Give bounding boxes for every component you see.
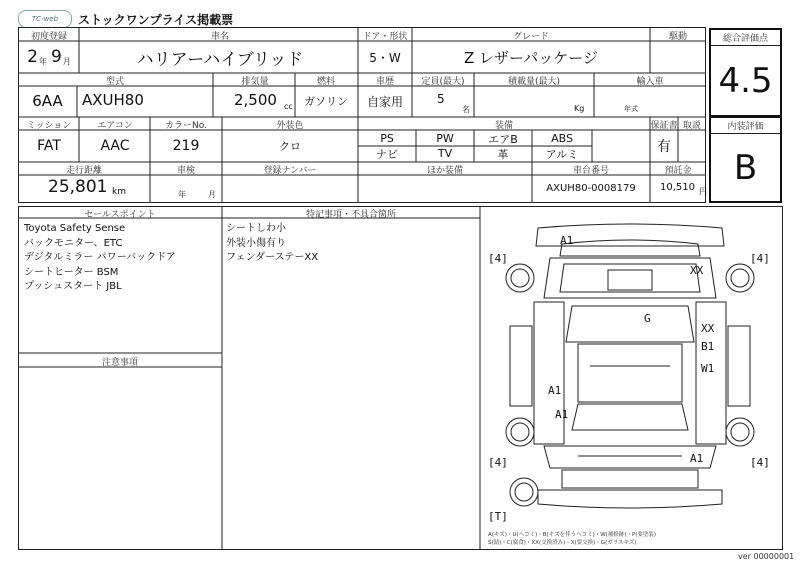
label-drive: 駆動: [668, 32, 687, 42]
damage-xx-front-right: XX: [690, 264, 704, 277]
mileage-value: 25,801: [48, 177, 108, 197]
sales-point: プッシュスタート JBL: [24, 281, 122, 292]
label-chassis: 車台番号: [572, 166, 609, 176]
damage-w1-right: W1: [701, 362, 715, 375]
label-displacement: 排気量: [241, 77, 269, 87]
tire-label-rear-left: [4]: [488, 456, 508, 469]
car-name-value: ハリアーハイブリッド: [136, 49, 304, 70]
label-equipment: 装備: [494, 121, 513, 131]
label-car-name: 車名: [210, 32, 229, 42]
eq-airbag: エアB: [488, 132, 518, 146]
label-warranty: 保証書: [650, 121, 678, 131]
tire-label-rear-right: [4]: [750, 456, 770, 469]
capacity-unit: 名: [462, 105, 470, 114]
year-value: 2: [27, 47, 38, 67]
tcweb-logo: TC-web: [18, 10, 72, 28]
legend-line-1: A(キズ)・U(ヘコミ)・B(キズを伴うヘコミ)・W(補修跡)・P(要塗装): [488, 532, 657, 538]
interior-grade-value: B: [733, 148, 758, 188]
eq-abs: ABS: [551, 132, 573, 145]
label-fuel: 燃料: [316, 77, 335, 87]
label-aircon: エアコン: [97, 121, 133, 131]
sales-point: デジタルミラー パワーバックドア: [24, 252, 176, 263]
model-year-label: 年式: [624, 105, 638, 113]
damage-b1-right: B1: [701, 340, 715, 353]
recycle-value: 10,510: [660, 182, 695, 193]
payload-unit: Kg: [574, 104, 585, 113]
tire-label-front-left: [4]: [488, 252, 508, 265]
overall-grade-value: 4.5: [718, 61, 773, 101]
label-int-grade: 内装評価: [711, 118, 780, 134]
label-first-reg: 初度登録: [30, 32, 67, 42]
fuel-value: ガソリン: [304, 95, 348, 108]
insp-year-label: 年: [178, 190, 186, 199]
color-no-value: 219: [172, 138, 200, 154]
spare-tire-label: [T]: [488, 510, 508, 523]
warranty-value: 有: [657, 139, 671, 155]
displacement-value: 2,500: [234, 91, 277, 109]
damage-g-windshield: G: [644, 312, 651, 325]
label-sales: セールスポイント: [84, 210, 156, 220]
sales-point: バックモニター、ETC: [24, 237, 123, 249]
eq-navi: ナビ: [376, 147, 398, 161]
eq-leather: 革: [497, 147, 509, 161]
label-car-hist: 車歴: [375, 77, 394, 87]
damage-a1-rear-right: A1: [690, 452, 704, 465]
sales-points-list: [24, 222, 176, 295]
car-diagram: [480, 206, 783, 550]
label-payload: 積載量(最大): [507, 77, 561, 87]
eq-alloy: アルミ: [545, 147, 579, 161]
aircon-value: AAC: [100, 138, 130, 154]
eq-tv: TV: [437, 147, 453, 160]
page-title: ストックワンプライス掲載票: [78, 12, 234, 27]
chassis-value: AXUH80-0008179: [546, 182, 636, 194]
month-unit: 月: [62, 56, 71, 66]
label-remarks: 特記事項・不具合箇所: [305, 210, 396, 220]
remark-item: フェンダーステーXX: [226, 252, 319, 263]
grade-value: Z レザーパッケージ: [464, 48, 598, 67]
recycle-unit: 円: [699, 187, 707, 196]
car-hist-value: 自家用: [366, 94, 403, 109]
label-capacity: 定員(最大): [421, 77, 465, 87]
damage-a1-left-1: A1: [548, 384, 562, 397]
label-import: 輸入車: [636, 77, 664, 87]
doors-value: 5・W: [369, 50, 401, 65]
year-unit: 年: [39, 56, 47, 66]
sales-point: Toyota Safety Sense: [24, 223, 126, 234]
month-value: 9: [51, 47, 62, 67]
label-doors: ドア・形状: [362, 32, 408, 42]
damage-a1-front: A1: [560, 234, 574, 247]
type-value: AXUH80: [82, 91, 144, 109]
ext-color-value: クロ: [279, 140, 301, 153]
label-inspection: 車検: [176, 166, 195, 176]
label-ext-color: 外装色: [276, 121, 304, 131]
eq-ps: PS: [380, 132, 394, 145]
capacity-value: 5: [437, 92, 445, 106]
legend-line-2: S(錆)・C(腐食)・XX(交換済み)・X(要交換)・G(ガラスキズ): [488, 540, 637, 546]
insp-month-label: 月: [208, 190, 216, 199]
label-other-eq: ほか装備: [426, 166, 463, 176]
version-label: ver 00000001: [738, 552, 795, 561]
eq-pw: PW: [436, 132, 454, 145]
label-notes: 注意事項: [101, 358, 138, 368]
damage-a1-left-2: A1: [555, 408, 569, 421]
remarks-list: [226, 222, 318, 266]
remark-item: シートしわ小: [226, 223, 286, 234]
label-plate: 登録ナンバー: [263, 166, 317, 176]
mission-value: FAT: [37, 138, 61, 154]
label-overall: 総合評価点: [711, 30, 780, 46]
label-recycle: 預託金: [664, 166, 692, 176]
label-manual: 取説: [682, 121, 701, 131]
tire-label-front-right: [4]: [750, 252, 770, 265]
remark-item: 外装小傷有り: [226, 237, 286, 249]
mileage-unit: km: [112, 187, 126, 197]
label-grade: グレード: [512, 32, 549, 42]
type-prefix-value: 6AA: [32, 92, 63, 110]
displacement-unit: cc: [284, 102, 293, 111]
label-type: 型式: [105, 77, 124, 87]
label-color-no: カラーNo.: [165, 121, 207, 131]
label-mileage: 走行距離: [65, 166, 102, 176]
sales-point: シートヒーター BSM: [24, 266, 119, 278]
damage-xx-right: XX: [701, 322, 715, 335]
label-mission: ミッション: [26, 121, 72, 131]
